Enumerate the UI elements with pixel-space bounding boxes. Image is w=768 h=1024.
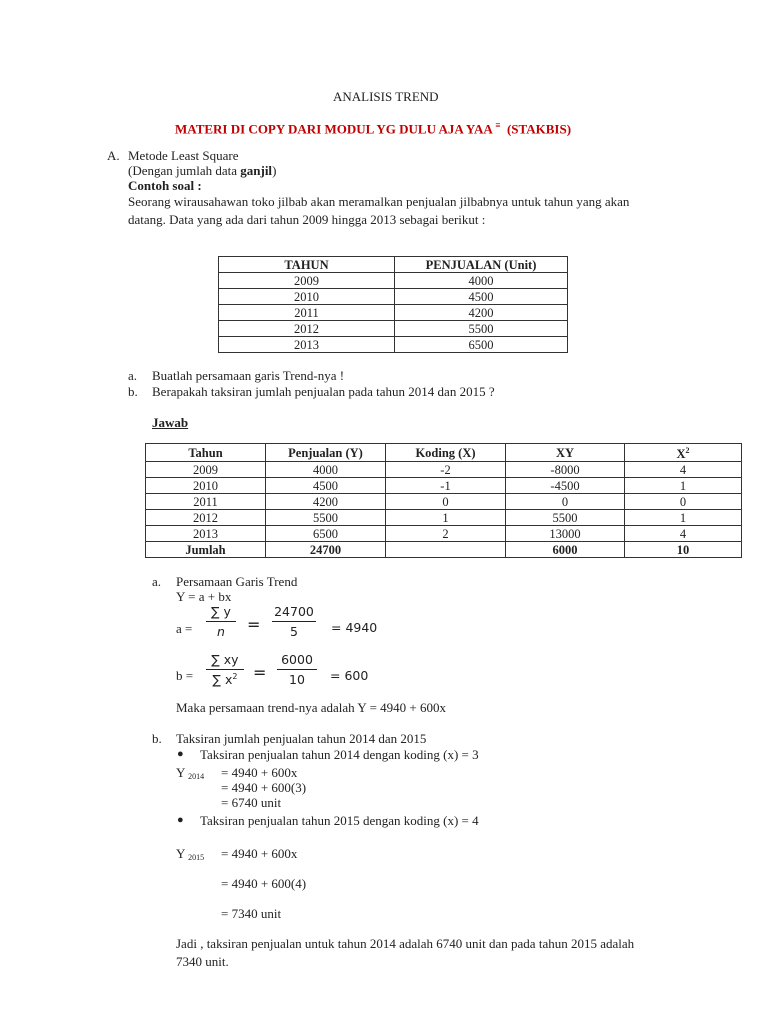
b-denominator-exponent: 2 bbox=[232, 672, 238, 681]
problem-text-line2: datang. Data yang ada dari tahun 2009 hingga 2013 sebagai berikut : bbox=[128, 212, 486, 227]
table-cell: 2012 bbox=[146, 510, 266, 526]
a-equals: = bbox=[247, 615, 261, 634]
y2015-line: = 4940 + 600x bbox=[221, 846, 298, 861]
y2014-line: = 6740 unit bbox=[221, 795, 282, 810]
a-result: = 4940 bbox=[331, 620, 378, 635]
table-cell: 6500 bbox=[395, 337, 568, 353]
table-cell: 2011 bbox=[219, 305, 395, 321]
table-header: TAHUN bbox=[219, 257, 395, 273]
total-cell bbox=[386, 542, 506, 558]
document-title: ANALISIS TREND bbox=[333, 89, 439, 104]
y2015-line: = 4940 + 600(4) bbox=[221, 876, 307, 891]
table-cell: 4500 bbox=[395, 289, 568, 305]
table-cell: 2013 bbox=[146, 526, 266, 542]
table-cell: 5500 bbox=[266, 510, 386, 526]
b-denominator-value: 10 bbox=[289, 672, 305, 687]
problem-text-line1: Seorang wirausahawan toko jilbab akan meramalkan penjualan jilbabnya untuk tahun yang akan bbox=[128, 194, 630, 209]
table-row bbox=[219, 305, 568, 321]
trend-conclusion: Maka persamaan trend-nya adalah Y = 4940 + 600x bbox=[176, 700, 446, 715]
table-header: XY bbox=[506, 444, 625, 462]
part-a-heading: Persamaan Garis Trend bbox=[176, 574, 298, 589]
table-cell: 2013 bbox=[219, 337, 395, 353]
header-x: X bbox=[676, 447, 686, 462]
calculation-table bbox=[145, 443, 742, 558]
b-denominator: ∑ x bbox=[212, 672, 233, 688]
y-label: Y bbox=[176, 846, 185, 861]
part-a-label: a. bbox=[152, 574, 162, 589]
part-b-label: b. bbox=[152, 731, 162, 746]
table-row bbox=[146, 526, 742, 542]
note-prefix: (Dengan jumlah data bbox=[128, 163, 241, 178]
table-cell: 2012 bbox=[219, 321, 395, 337]
table-cell: 2010 bbox=[146, 478, 266, 494]
table-cell: 4200 bbox=[266, 494, 386, 510]
y2015-label bbox=[176, 846, 204, 865]
total-label: Jumlah bbox=[146, 542, 266, 558]
subtitle-left: MATERI DI COPY DARI MODUL YG DULU AJA YAA bbox=[175, 121, 493, 137]
table-row bbox=[146, 478, 742, 494]
table-cell: 0 bbox=[625, 494, 742, 510]
emoji-icon: ≡ bbox=[495, 120, 501, 130]
table-cell: 4 bbox=[625, 526, 742, 542]
b-result: = 600 bbox=[330, 668, 369, 683]
total-cell: 10 bbox=[625, 542, 742, 558]
table-cell: -1 bbox=[386, 478, 506, 494]
fraction-bar bbox=[272, 621, 316, 622]
question-a-label: a. bbox=[128, 368, 138, 383]
final-answer-line1: Jadi , taksiran penjualan untuk tahun 2014 adalah 6740 unit dan pada tahun 2015 adalah bbox=[176, 936, 635, 951]
b-label: b = bbox=[176, 668, 194, 683]
a-numerator-value: 24700 bbox=[274, 604, 314, 619]
b-fraction-symbolic bbox=[206, 652, 244, 687]
table-cell: 5500 bbox=[395, 321, 568, 337]
y2015-line: = 7340 unit bbox=[221, 906, 282, 921]
table-cell: 5500 bbox=[506, 510, 625, 526]
b-numerator-value: 6000 bbox=[281, 652, 313, 667]
table-header-x-squared bbox=[625, 444, 742, 462]
sales-data-table bbox=[218, 256, 568, 353]
table-row bbox=[219, 337, 568, 353]
document-subtitle bbox=[175, 118, 571, 136]
question-b-label: b. bbox=[128, 384, 138, 399]
subtitle-right: (STAKBIS) bbox=[506, 121, 572, 137]
section-a-note bbox=[128, 163, 276, 178]
example-label: Contoh soal : bbox=[128, 178, 202, 193]
header-x-exponent: 2 bbox=[685, 446, 690, 455]
bullet-2014-text: Taksiran penjualan tahun 2014 dengan koding (x) = 3 bbox=[200, 747, 479, 762]
table-cell: 2 bbox=[386, 526, 506, 542]
a-fraction-numeric bbox=[272, 604, 316, 639]
table-cell: 1 bbox=[625, 510, 742, 526]
table-cell: 1 bbox=[386, 510, 506, 526]
table-cell: 4500 bbox=[266, 478, 386, 494]
y2014-label bbox=[176, 765, 204, 784]
table-row bbox=[219, 289, 568, 305]
table-cell: 13000 bbox=[506, 526, 625, 542]
table-cell: -8000 bbox=[506, 462, 625, 478]
table-cell: -2 bbox=[386, 462, 506, 478]
table-row bbox=[219, 273, 568, 289]
table-cell: 4 bbox=[625, 462, 742, 478]
table-cell: 2011 bbox=[146, 494, 266, 510]
y2014-line: = 4940 + 600x bbox=[221, 765, 298, 780]
b-fraction-numeric bbox=[277, 652, 317, 687]
table-header: Koding (X) bbox=[386, 444, 506, 462]
bullet-icon: ● bbox=[177, 814, 184, 826]
a-fraction-symbolic bbox=[206, 604, 236, 639]
a-denominator: n bbox=[217, 624, 225, 639]
table-header: PENJUALAN (Unit) bbox=[395, 257, 568, 273]
table-cell: 0 bbox=[506, 494, 625, 510]
table-cell: 2009 bbox=[146, 462, 266, 478]
fraction-bar bbox=[277, 669, 317, 670]
a-denominator-value: 5 bbox=[290, 624, 298, 639]
bullet-icon: ● bbox=[177, 748, 184, 760]
a-numerator: ∑ y bbox=[211, 604, 231, 619]
y-label: Y bbox=[176, 765, 185, 780]
section-a-heading: Metode Least Square bbox=[128, 148, 239, 163]
answer-label: Jawab bbox=[152, 415, 189, 430]
trend-equation: Y = a + bx bbox=[176, 589, 232, 604]
bullet-2015-text: Taksiran penjualan tahun 2015 dengan koding (x) = 4 bbox=[200, 813, 479, 828]
table-cell: 0 bbox=[386, 494, 506, 510]
fraction-bar bbox=[206, 669, 244, 670]
table-cell: 4000 bbox=[395, 273, 568, 289]
y-subscript: 2014 bbox=[188, 772, 205, 781]
question-a-text: Buatlah persamaan garis Trend-nya ! bbox=[152, 368, 345, 383]
section-a-label: A. bbox=[107, 148, 120, 163]
table-total-row bbox=[146, 542, 742, 558]
note-bold: ganjil bbox=[240, 163, 273, 178]
y2014-line: = 4940 + 600(3) bbox=[221, 780, 307, 795]
table-row bbox=[219, 321, 568, 337]
table-row bbox=[146, 494, 742, 510]
table-cell: -4500 bbox=[506, 478, 625, 494]
table-cell: 4000 bbox=[266, 462, 386, 478]
total-cell: 24700 bbox=[266, 542, 386, 558]
table-header: Penjualan (Y) bbox=[266, 444, 386, 462]
b-equals: = bbox=[253, 663, 267, 682]
total-cell: 6000 bbox=[506, 542, 625, 558]
final-answer-line2: 7340 unit. bbox=[176, 954, 229, 969]
table-cell: 1 bbox=[625, 478, 742, 494]
fraction-bar bbox=[206, 621, 236, 622]
a-label: a = bbox=[176, 621, 193, 636]
table-cell: 2009 bbox=[219, 273, 395, 289]
question-b-text: Berapakah taksiran jumlah penjualan pada tahun 2014 dan 2015 ? bbox=[152, 384, 495, 399]
table-cell: 4200 bbox=[395, 305, 568, 321]
note-suffix: ) bbox=[272, 163, 277, 178]
table-cell: 6500 bbox=[266, 526, 386, 542]
table-row bbox=[146, 462, 742, 478]
table-row bbox=[146, 510, 742, 526]
table-header: Tahun bbox=[146, 444, 266, 462]
part-b-heading: Taksiran jumlah penjualan tahun 2014 dan 2015 bbox=[176, 731, 427, 746]
y-subscript: 2015 bbox=[188, 853, 205, 862]
table-cell: 2010 bbox=[219, 289, 395, 305]
b-numerator: ∑ xy bbox=[211, 652, 239, 667]
